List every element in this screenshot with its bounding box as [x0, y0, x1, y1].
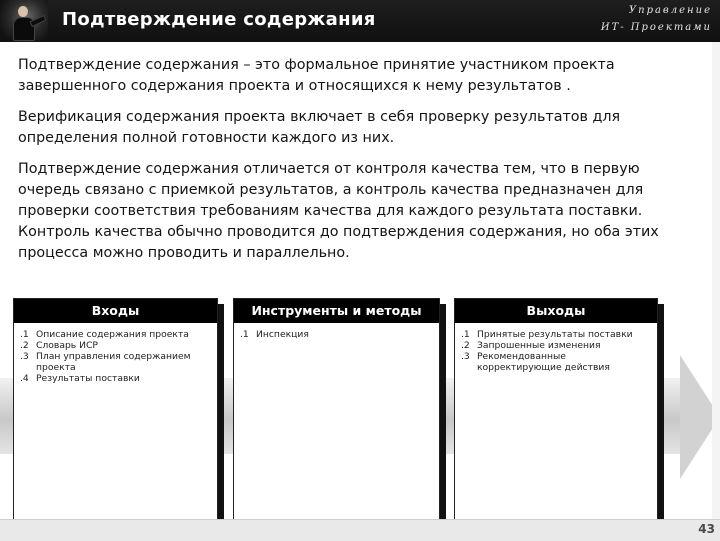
body-text: [18, 55, 698, 274]
course-brand: [601, 2, 712, 36]
paragraph-1: Подтверждение содержания – это формальное принятие участником проекта завершенного содержания проекта и относящихся к нему результатов .: [18, 57, 615, 94]
brand-line-2: ИТ- Проектами: [600, 22, 712, 33]
slide-footer: [0, 519, 720, 541]
panel-inputs: [13, 298, 218, 520]
panel-tools-methods-list: [234, 329, 439, 340]
list-item: .3 Рекомендованные корректирующие действия: [461, 351, 610, 373]
list-item: .1 Инспекция: [240, 329, 309, 340]
paragraph-3: Подтверждение содержания отличается от контроля качества тем, что в первую очередь связано с приемкой результатов, а контроль качества предназначен для проверки соответствия требованиям качества для каждого результата поставки. Контроль качества обычно проводится до подтверждения содержания, но оба этих процесса можно проводить и параллельно.: [18, 161, 659, 261]
list-item: .4 Результаты поставки: [20, 373, 140, 384]
slide-right-edge: [712, 42, 720, 519]
brand-line-1: Управление: [628, 5, 712, 16]
list-item: .2 Словарь ИСР: [20, 340, 98, 351]
panel-outputs: [454, 298, 658, 520]
panel-outputs-list: [455, 329, 657, 373]
panel-tools-methods: [233, 298, 440, 520]
panel-tools-methods-title: Инструменты и методы: [234, 299, 439, 323]
slide-header: [0, 0, 720, 42]
list-item: .1 Принятые результаты поставки: [461, 329, 633, 340]
paragraph-2: Верификация содержания проекта включает в себя проверку результатов для определения полной готовности каждого из них.: [18, 109, 621, 146]
list-item: .3 План управления содержанием проекта: [20, 351, 191, 373]
panel-inputs-list: [14, 329, 217, 384]
list-item: .2 Запрошенные изменения: [461, 340, 601, 351]
presenter-logo-icon: [0, 0, 48, 42]
slide-title: Подтверждение содержания: [62, 9, 376, 30]
panel-outputs-title: Выходы: [455, 299, 657, 323]
panel-inputs-title: Входы: [14, 299, 217, 323]
list-item: .1 Описание содержания проекта: [20, 329, 189, 340]
page-number: 43: [698, 522, 715, 536]
